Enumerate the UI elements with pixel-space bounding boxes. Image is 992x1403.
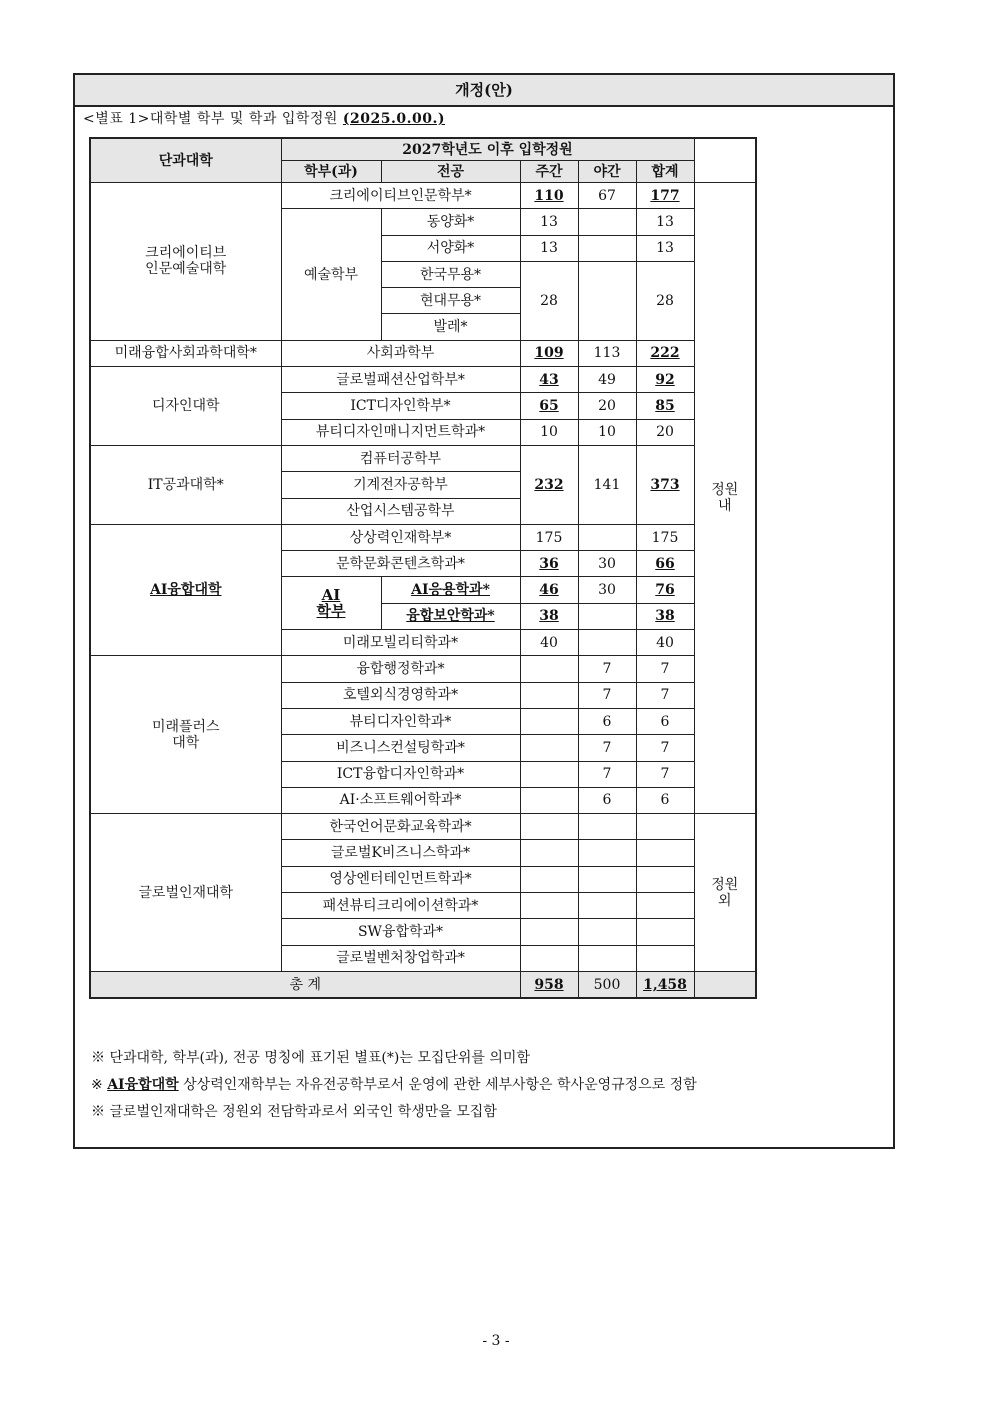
day-cell: 110	[520, 183, 578, 209]
night-cell	[578, 524, 636, 550]
day-cell	[520, 919, 578, 945]
major-cell: 융합보안학과*	[381, 603, 520, 629]
dept-cell: ICT디자인학부*	[281, 393, 520, 419]
header-day: 주간	[520, 161, 578, 183]
sum-cell: 7	[636, 735, 694, 761]
sum-cell: 76	[636, 577, 694, 603]
night-cell: 7	[578, 682, 636, 708]
table-row	[90, 656, 756, 682]
major-cell: 발레*	[381, 314, 520, 340]
header-row-1	[90, 138, 756, 161]
dept-cell: 문학문화콘텐츠학과*	[281, 551, 520, 577]
night-cell	[578, 630, 636, 656]
table-row	[90, 524, 756, 550]
dept-cell: 산업시스템공학부	[281, 498, 520, 524]
college-cell: 디자인대학	[90, 367, 281, 446]
day-cell: 40	[520, 630, 578, 656]
note-cell: 정원 외	[694, 814, 756, 972]
sum-cell: 66	[636, 551, 694, 577]
major-cell: 서양화*	[381, 235, 520, 261]
dept-cell: 글로벌패션산업학부*	[281, 367, 520, 393]
total-row	[90, 971, 756, 998]
dept-cell: AI 학부	[281, 577, 381, 630]
dept-cell: 호텔외식경영학과*	[281, 682, 520, 708]
footnotes	[91, 1045, 697, 1126]
day-cell: 36	[520, 551, 578, 577]
table-row	[90, 445, 756, 471]
dept-cell: 미래모빌리티학과*	[281, 630, 520, 656]
footnote-2	[91, 1072, 697, 1099]
college-cell: IT공과대학*	[90, 445, 281, 524]
dept-cell: ICT융합디자인학과*	[281, 761, 520, 787]
sum-cell: 7	[636, 761, 694, 787]
footnote-2-bold: AI융합대학	[107, 1077, 179, 1093]
sum-cell: 222	[636, 340, 694, 366]
night-cell	[578, 603, 636, 629]
major-cell: AI응용학과*	[381, 577, 520, 603]
day-cell: 65	[520, 393, 578, 419]
day-cell	[520, 866, 578, 892]
revision-title: 개정(안)	[75, 75, 893, 107]
dept-cell: 기계전자공학부	[281, 472, 520, 498]
college-cell: 미래융합사회과학대학*	[90, 340, 281, 366]
night-cell: 6	[578, 708, 636, 734]
sum-cell: 13	[636, 209, 694, 235]
sum-cell: 7	[636, 656, 694, 682]
night-cell: 7	[578, 656, 636, 682]
dept-cell: 사회과학부	[281, 340, 520, 366]
day-cell	[520, 682, 578, 708]
total-night: 500	[578, 971, 636, 998]
dept-cell: 한국언어문화교육학과*	[281, 814, 520, 840]
night-cell: 20	[578, 393, 636, 419]
table-row	[90, 340, 756, 366]
day-cell	[520, 708, 578, 734]
sum-cell	[636, 840, 694, 866]
header-college: 단과대학	[90, 138, 281, 183]
day-cell	[520, 761, 578, 787]
college-cell: 미래플러스 대학	[90, 656, 281, 814]
page-number: - 3 -	[482, 1333, 510, 1349]
day-cell: 38	[520, 603, 578, 629]
total-note	[694, 971, 756, 998]
total-label: 총 계	[90, 971, 520, 998]
day-cell: 175	[520, 524, 578, 550]
dept-cell: 예술학부	[281, 209, 381, 340]
night-cell: 67	[578, 183, 636, 209]
footnote-2-mark: ※	[91, 1077, 108, 1093]
dept-cell: 뷰티디자인학과*	[281, 708, 520, 734]
sum-cell	[636, 814, 694, 840]
header-sum: 합계	[636, 161, 694, 183]
dept-cell: SW융합학과*	[281, 919, 520, 945]
night-cell: 6	[578, 787, 636, 813]
sum-cell: 6	[636, 787, 694, 813]
sum-cell: 40	[636, 630, 694, 656]
table-row	[90, 367, 756, 393]
total-day: 958	[520, 971, 578, 998]
college-cell: 크리에이티브 인문예술대학	[90, 183, 281, 341]
total-sum: 1,458	[636, 971, 694, 998]
day-cell: 43	[520, 367, 578, 393]
footnote-3: ※ 글로벌인재대학은 정원외 전담학과로서 외국인 학생만을 모집함	[91, 1104, 497, 1120]
night-cell	[578, 919, 636, 945]
day-cell: 46	[520, 577, 578, 603]
header-night: 야간	[578, 161, 636, 183]
dept-cell: 상상력인재학부*	[281, 524, 520, 550]
sum-cell: 92	[636, 367, 694, 393]
night-cell	[578, 893, 636, 919]
sum-cell: 20	[636, 419, 694, 445]
night-cell	[578, 261, 636, 340]
header-period: 2027학년도 이후 입학정원	[281, 138, 694, 161]
sum-cell: 6	[636, 708, 694, 734]
sum-cell	[636, 945, 694, 971]
sum-cell: 373	[636, 445, 694, 524]
table-row	[90, 183, 756, 209]
caption-prefix: <별표 1>대학별 학부 및 학과 입학정원	[83, 111, 343, 127]
dept-cell: AI·소프트웨어학과*	[281, 787, 520, 813]
footnote-2-text: 상상력인재학부는 자유전공학부로서 운영에 관한 세부사항은 학사운영규정으로 정함	[178, 1077, 697, 1093]
night-cell: 141	[578, 445, 636, 524]
night-cell: 30	[578, 551, 636, 577]
dept-cell: 크리에이티브인문학부*	[281, 183, 520, 209]
enrollment-table	[89, 137, 757, 999]
header-note-blank	[694, 138, 756, 183]
sum-cell: 13	[636, 235, 694, 261]
dept-cell: 영상엔터테인먼트학과*	[281, 866, 520, 892]
major-cell: 현대무용*	[381, 288, 520, 314]
header-major: 전공	[381, 161, 520, 183]
day-cell	[520, 656, 578, 682]
sum-cell: 38	[636, 603, 694, 629]
day-cell	[520, 840, 578, 866]
dept-cell: 비즈니스컨설팅학과*	[281, 735, 520, 761]
sum-cell: 85	[636, 393, 694, 419]
night-cell	[578, 235, 636, 261]
night-cell: 7	[578, 761, 636, 787]
dept-cell: 글로벌벤처창업학과*	[281, 945, 520, 971]
day-cell	[520, 945, 578, 971]
caption-date: (2025.0.00.)	[342, 111, 445, 127]
dept-cell: 융합행정학과*	[281, 656, 520, 682]
dept-cell: 컴퓨터공학부	[281, 445, 520, 471]
night-cell: 10	[578, 419, 636, 445]
day-cell	[520, 787, 578, 813]
night-cell	[578, 945, 636, 971]
day-cell	[520, 735, 578, 761]
footnote-1: ※ 단과대학, 학부(과), 전공 명칭에 표기된 별표(*)는 모집단위를 의미함	[91, 1050, 530, 1066]
day-cell: 13	[520, 209, 578, 235]
day-cell	[520, 814, 578, 840]
night-cell	[578, 814, 636, 840]
table-row	[90, 814, 756, 840]
sum-cell	[636, 919, 694, 945]
dept-cell: 글로벌K비즈니스학과*	[281, 840, 520, 866]
major-cell: 한국무용*	[381, 261, 520, 287]
sum-cell: 28	[636, 261, 694, 340]
night-cell: 113	[578, 340, 636, 366]
sum-cell: 177	[636, 183, 694, 209]
document-frame	[73, 73, 895, 1149]
sum-cell	[636, 893, 694, 919]
dept-cell: 패션뷰티크리에이션학과*	[281, 893, 520, 919]
day-cell: 109	[520, 340, 578, 366]
day-cell: 232	[520, 445, 578, 524]
college-cell: AI융합대학	[90, 524, 281, 655]
sum-cell: 7	[636, 682, 694, 708]
night-cell	[578, 866, 636, 892]
header-dept: 학부(과)	[281, 161, 381, 183]
day-cell	[520, 893, 578, 919]
table-caption	[83, 108, 445, 128]
college-cell: 글로벌인재대학	[90, 814, 281, 972]
day-cell: 13	[520, 235, 578, 261]
day-cell: 28	[520, 261, 578, 340]
note-cell: 정원 내	[694, 183, 756, 814]
night-cell: 49	[578, 367, 636, 393]
night-cell: 7	[578, 735, 636, 761]
day-cell: 10	[520, 419, 578, 445]
major-cell: 동양화*	[381, 209, 520, 235]
night-cell	[578, 840, 636, 866]
night-cell: 30	[578, 577, 636, 603]
sum-cell	[636, 866, 694, 892]
dept-cell: 뷰티디자인매니지먼트학과*	[281, 419, 520, 445]
night-cell	[578, 209, 636, 235]
sum-cell: 175	[636, 524, 694, 550]
